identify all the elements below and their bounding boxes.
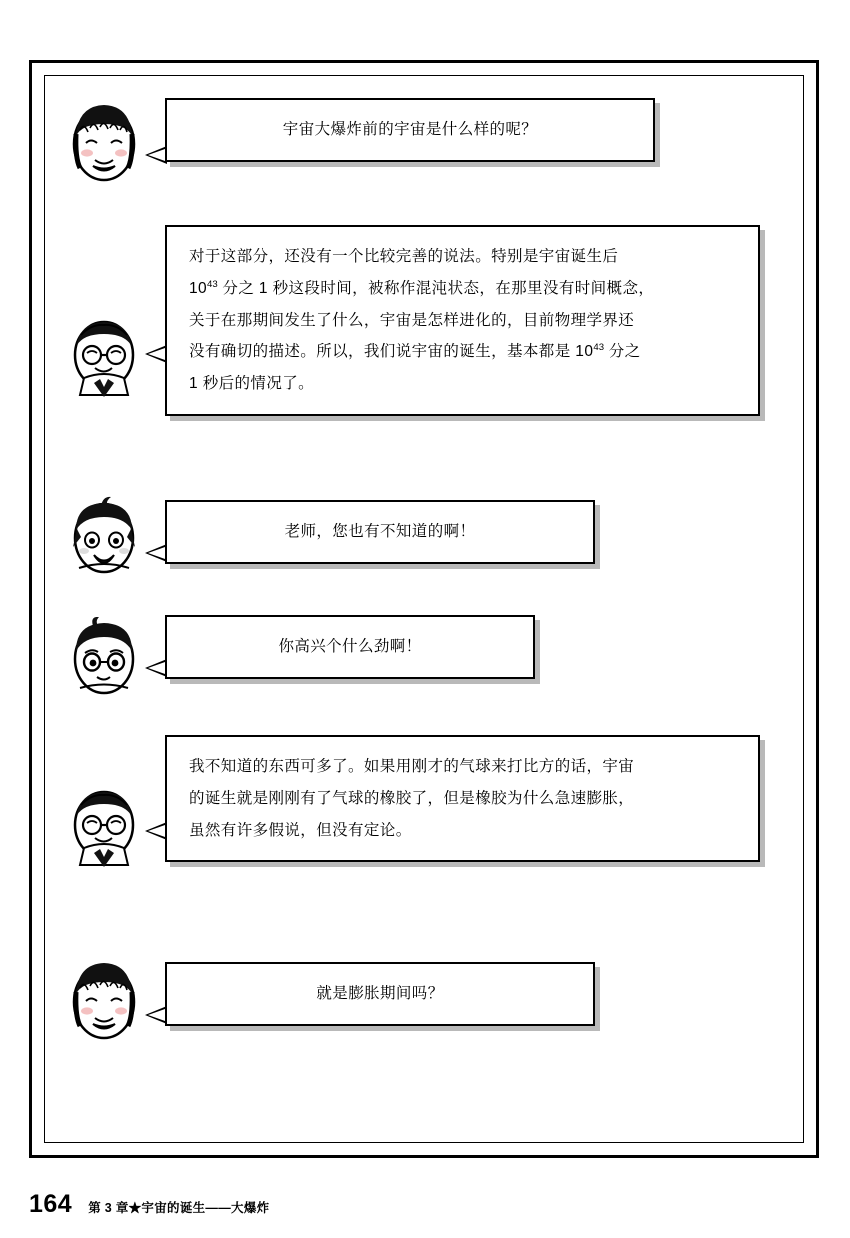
- page-footer: [29, 1190, 819, 1220]
- bubble-line: 虽然有许多假说，但没有定论。: [189, 821, 412, 839]
- bubble-tail-6: [145, 1006, 167, 1024]
- bubble-text: 就是膨胀期间吗？: [316, 985, 444, 1002]
- bubble-line: 对于这部分，还没有一个比较完善的说法。特别是宇宙诞生后: [189, 248, 619, 265]
- speech-bubble-1: [165, 98, 655, 162]
- bubble-text: 你高兴个什么劲啊！: [278, 638, 422, 655]
- bubble-tail-4: [145, 659, 167, 677]
- comic-panel-area: [45, 80, 805, 1140]
- bubble-line: $10^{43}$ 分之 1 秒这段时间，被称作混沌状态，在那里没有时间概念，: [189, 278, 655, 297]
- bubble-text: 宇宙大爆炸前的宇宙是什么样的呢？: [282, 121, 538, 138]
- page-number: 164: [29, 1190, 73, 1218]
- speech-bubble-6: [165, 962, 595, 1026]
- professor-glasses-avatar: [71, 315, 137, 397]
- bubble-line: 没有确切的描述。所以，我们说宇宙的诞生，基本都是 $10^{43}$ 分之: [189, 342, 641, 361]
- speech-bubble-3: [165, 500, 595, 564]
- bubble-tail-5: [145, 822, 167, 840]
- bubble-line: 1 秒后的情况了。: [189, 375, 315, 393]
- bubble-line: 我不知道的东西可多了。如果用刚才的气球来打比方的话，宇宙: [189, 758, 635, 775]
- boy-glasses-avatar: [71, 617, 137, 699]
- bubble-tail-2: [145, 345, 167, 363]
- dialogue-row-4: [45, 605, 805, 715]
- dialogue-row-1: [45, 80, 805, 210]
- professor-glasses-avatar: [71, 785, 137, 867]
- bubble-line: 的诞生就是刚刚有了气球的橡胶了，但是橡胶为什么急速膨胀，: [189, 789, 635, 807]
- dialogue-row-5: [45, 735, 805, 915]
- speech-bubble-2: [165, 225, 760, 416]
- dialogue-row-2: [45, 225, 805, 475]
- boy-spiky-avatar: [71, 496, 137, 578]
- bubble-tail-1: [145, 146, 167, 164]
- dialogue-row-3: [45, 490, 805, 600]
- speech-bubble-4: [165, 615, 535, 679]
- speech-bubble-5: [165, 735, 760, 862]
- bubble-tail-3: [145, 544, 167, 562]
- bubble-line: 关于在那期间发生了什么，宇宙是怎样进化的，目前物理学界还: [189, 311, 635, 329]
- girl-bangs-avatar: [71, 958, 137, 1040]
- chapter-title: 第 3 章★宇宙的诞生——大爆炸: [88, 1201, 270, 1215]
- dialogue-row-6: [45, 950, 805, 1070]
- girl-bangs-avatar: [71, 100, 137, 182]
- bubble-text: 老师，您也有不知道的啊！: [284, 523, 476, 540]
